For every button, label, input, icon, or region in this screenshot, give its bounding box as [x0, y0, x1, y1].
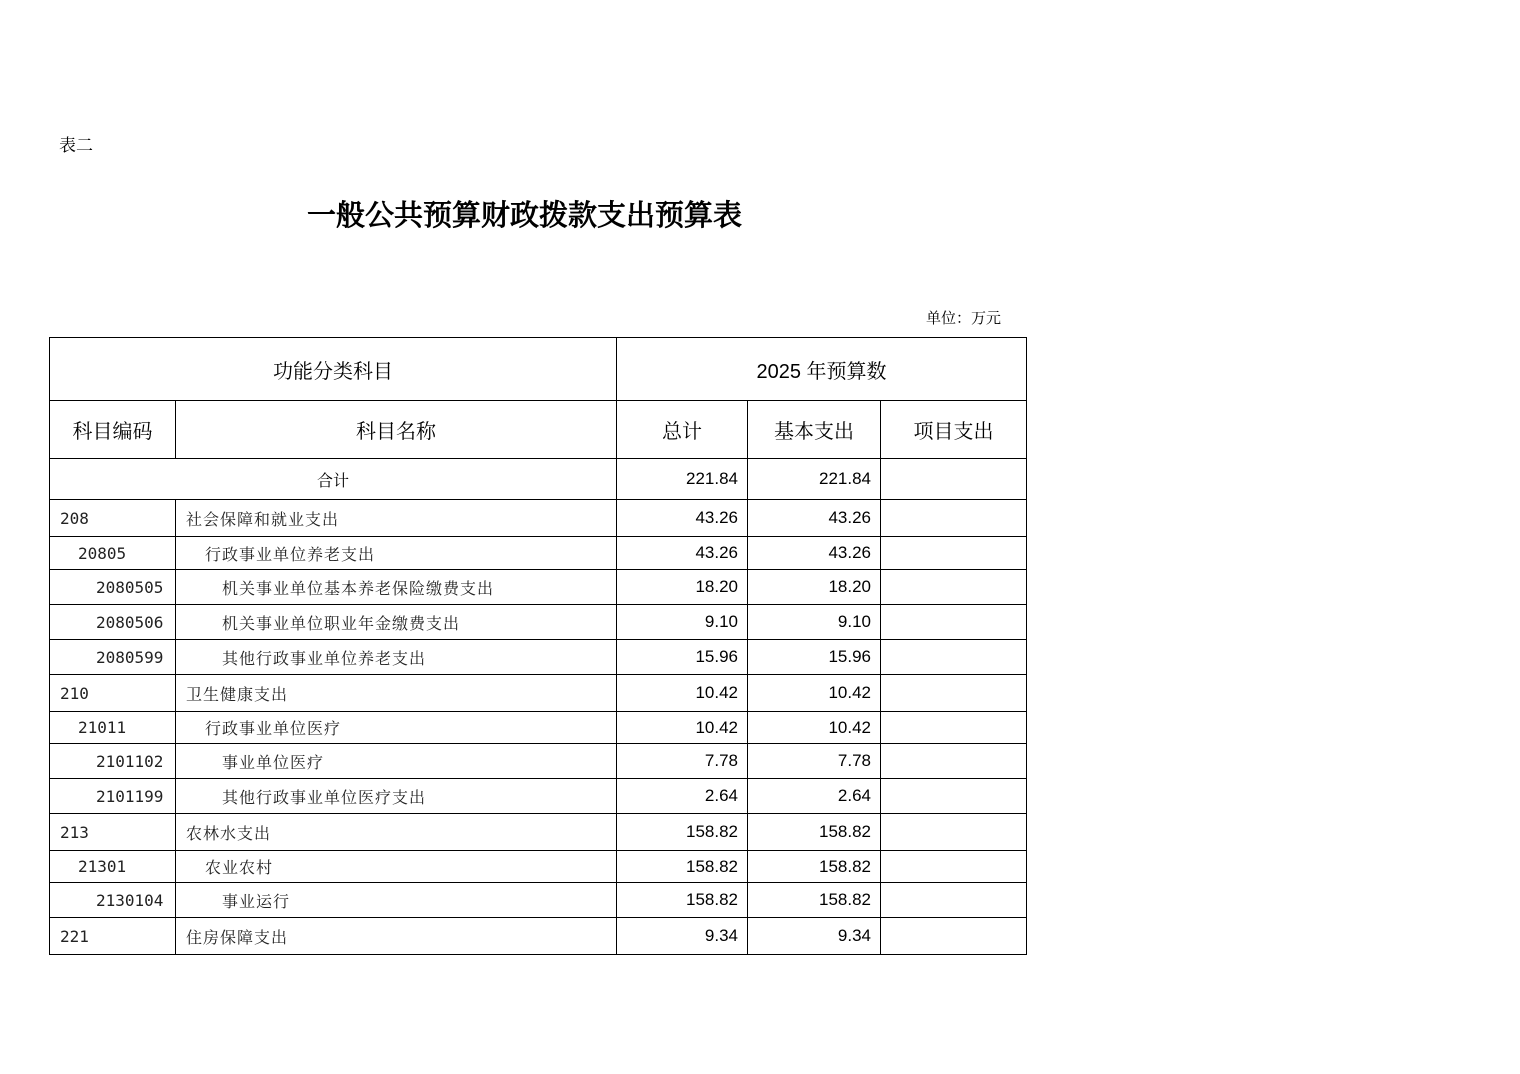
row-project [881, 570, 1027, 605]
row-project [881, 744, 1027, 779]
total-basic: 221.84 [748, 459, 881, 500]
table-row [50, 744, 1027, 779]
unit-label: 单位：万元 [926, 309, 1002, 327]
row-project [881, 883, 1027, 918]
row-name: 行政事业单位医疗 [176, 712, 617, 744]
row-name: 其他行政事业单位养老支出 [176, 640, 617, 675]
total-row [50, 459, 1027, 500]
table-row [50, 570, 1027, 605]
row-total: 43.26 [617, 537, 748, 570]
table-row [50, 883, 1027, 918]
row-basic: 10.42 [748, 675, 881, 712]
row-code: 20805 [50, 537, 176, 570]
row-total: 10.42 [617, 675, 748, 712]
row-total: 18.20 [617, 570, 748, 605]
row-code: 2101199 [50, 779, 176, 814]
row-code: 21301 [50, 851, 176, 883]
row-code: 21011 [50, 712, 176, 744]
row-total: 7.78 [617, 744, 748, 779]
table-row [50, 500, 1027, 537]
table-label: 表二 [59, 136, 93, 156]
header-column-row [50, 401, 1027, 459]
table-row [50, 712, 1027, 744]
row-project [881, 675, 1027, 712]
row-name: 其他行政事业单位医疗支出 [176, 779, 617, 814]
row-basic: 43.26 [748, 500, 881, 537]
row-basic: 10.42 [748, 712, 881, 744]
row-code: 213 [50, 814, 176, 851]
row-project [881, 537, 1027, 570]
row-total: 10.42 [617, 712, 748, 744]
row-basic: 18.20 [748, 570, 881, 605]
header-project: 项目支出 [881, 401, 1027, 459]
row-basic: 158.82 [748, 851, 881, 883]
row-project [881, 500, 1027, 537]
row-basic: 43.26 [748, 537, 881, 570]
row-code: 2130104 [50, 883, 176, 918]
page-title: 一般公共预算财政拨款支出预算表 [307, 198, 743, 232]
row-project [881, 712, 1027, 744]
table-row [50, 605, 1027, 640]
table-row [50, 675, 1027, 712]
row-name: 住房保障支出 [176, 918, 617, 955]
header-functional-category: 功能分类科目 [50, 338, 617, 401]
header-code: 科目编码 [50, 401, 176, 459]
row-project [881, 918, 1027, 955]
row-basic: 2.64 [748, 779, 881, 814]
header-name: 科目名称 [176, 401, 617, 459]
row-name: 事业运行 [176, 883, 617, 918]
row-total: 158.82 [617, 851, 748, 883]
row-name: 农林水支出 [176, 814, 617, 851]
header-budget-year: 2025 年预算数 [617, 338, 1027, 401]
row-basic: 9.34 [748, 918, 881, 955]
row-total: 158.82 [617, 814, 748, 851]
row-total: 158.82 [617, 883, 748, 918]
table-row [50, 918, 1027, 955]
table-row [50, 779, 1027, 814]
row-code: 2101102 [50, 744, 176, 779]
row-total: 9.34 [617, 918, 748, 955]
row-name: 行政事业单位养老支出 [176, 537, 617, 570]
total-label: 合计 [50, 459, 617, 500]
row-name: 机关事业单位基本养老保险缴费支出 [176, 570, 617, 605]
row-name: 机关事业单位职业年金缴费支出 [176, 605, 617, 640]
budget-table [49, 337, 1027, 955]
row-code: 210 [50, 675, 176, 712]
header-group-row [50, 338, 1027, 401]
row-name: 农业农村 [176, 851, 617, 883]
row-project [881, 851, 1027, 883]
table-row [50, 640, 1027, 675]
row-basic: 9.10 [748, 605, 881, 640]
table-row [50, 537, 1027, 570]
row-project [881, 640, 1027, 675]
row-name: 社会保障和就业支出 [176, 500, 617, 537]
row-basic: 158.82 [748, 883, 881, 918]
row-code: 2080599 [50, 640, 176, 675]
row-code: 2080505 [50, 570, 176, 605]
row-name: 卫生健康支出 [176, 675, 617, 712]
table-row [50, 814, 1027, 851]
table-row [50, 851, 1027, 883]
row-project [881, 814, 1027, 851]
row-code: 208 [50, 500, 176, 537]
row-basic: 158.82 [748, 814, 881, 851]
row-total: 15.96 [617, 640, 748, 675]
row-total: 43.26 [617, 500, 748, 537]
row-project [881, 779, 1027, 814]
row-basic: 7.78 [748, 744, 881, 779]
row-total: 2.64 [617, 779, 748, 814]
row-code: 2080506 [50, 605, 176, 640]
header-total: 总计 [617, 401, 748, 459]
row-project [881, 605, 1027, 640]
row-code: 221 [50, 918, 176, 955]
total-project [881, 459, 1027, 500]
header-basic: 基本支出 [748, 401, 881, 459]
row-name: 事业单位医疗 [176, 744, 617, 779]
total-total: 221.84 [617, 459, 748, 500]
row-total: 9.10 [617, 605, 748, 640]
row-basic: 15.96 [748, 640, 881, 675]
